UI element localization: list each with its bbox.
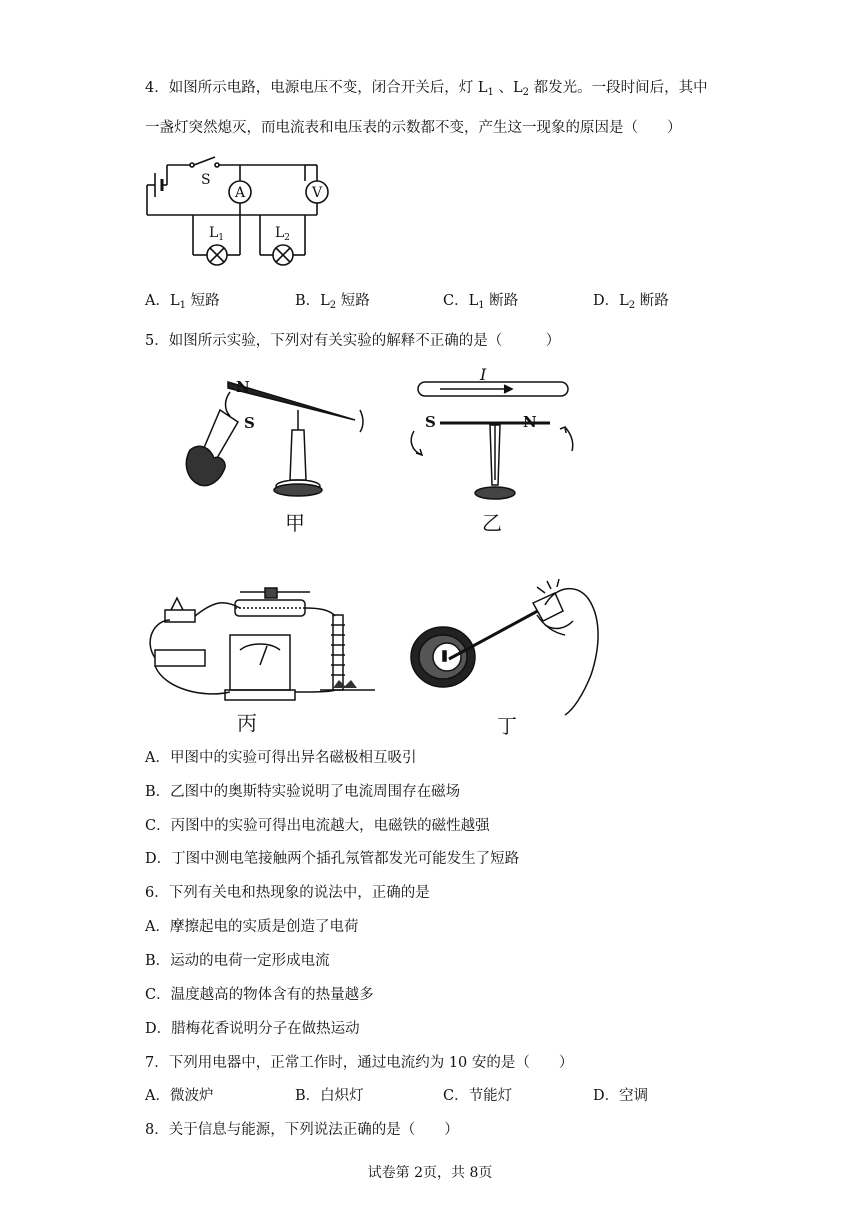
fig-yi-oersted: [400, 365, 590, 535]
q6-option-d[interactable]: D．腊梅花香说明分子在做热运动: [145, 1021, 360, 1037]
q5-option-c[interactable]: C．丙图中的实验可得出电流越大，电磁铁的磁性越强: [145, 818, 490, 834]
switch-label: S: [201, 172, 211, 188]
fig-yi-s-label: S: [425, 413, 436, 431]
fig-jia-s-label: S: [244, 414, 255, 432]
q6-option-c[interactable]: C．温度越高的物体含有的热量越多: [145, 987, 374, 1003]
fig-ding-caption: 丁: [497, 714, 517, 738]
fig-jia-caption: 甲: [285, 511, 305, 535]
ammeter-label: A: [235, 185, 246, 201]
q4-stem-line2: 一盏灯突然熄灭，而电流表和电压表的示数都不变，产生这一现象的原因是（ ）: [145, 120, 682, 136]
fig-bing-electromagnet: [145, 580, 375, 740]
q5-option-d[interactable]: D．丁图中测电笔接触两个插孔氖管都发光可能发生了短路: [145, 851, 520, 867]
voltmeter-label: V: [312, 185, 323, 201]
q4-stem-line1: 4．如图所示电路，电源电压不变，闭合开关后，灯 $L_1$ 、$L_2$ 都发光。一段时间后，其中: [145, 80, 708, 98]
lamp2-label: $L_2$: [275, 225, 291, 243]
q7-stem: 7．下列用电器中，正常工作时，通过电流约为 10 安的是（ ）: [145, 1055, 574, 1071]
q7-option-c[interactable]: C．节能灯: [443, 1088, 513, 1104]
q5-stem: 5．如图所示实验，下列对有关实验的解释不正确的是（ ）: [145, 333, 561, 349]
fig-ding-test-pen: [405, 585, 605, 745]
q4-circuit-diagram: [145, 155, 345, 275]
q4-option-d[interactable]: D．$L_2$ 断路: [593, 293, 669, 311]
q6-option-a[interactable]: A．摩擦起电的实质是创造了电荷: [145, 919, 359, 935]
fig-yi-caption: 乙: [482, 511, 502, 535]
fig-yi-n-label: N: [523, 413, 537, 431]
page-footer: 试卷第 2页，共 8页: [367, 1165, 493, 1181]
q6-stem: 6．下列有关电和热现象的说法中，正确的是: [145, 885, 430, 901]
q7-option-a[interactable]: A．微波炉: [145, 1088, 214, 1104]
q5-option-b[interactable]: B．乙图中的奥斯特实验说明了电流周围存在磁场: [145, 784, 461, 800]
q4-option-a[interactable]: A．$L_1$ 短路: [145, 293, 220, 311]
fig-bing-caption: 丙: [237, 711, 257, 735]
lamp1-label: $L_1$: [209, 225, 225, 243]
q4-option-b[interactable]: B．$L_2$ 短路: [295, 293, 370, 311]
q7-option-d[interactable]: D．空调: [593, 1088, 649, 1104]
fig-yi-current-label: I: [480, 365, 487, 384]
q7-option-b[interactable]: B．白炽灯: [295, 1088, 364, 1104]
q6-option-b[interactable]: B．运动的电荷一定形成电流: [145, 953, 330, 969]
fig-jia-n-label: N: [236, 378, 250, 396]
fig-jia-magnet-needle: [180, 370, 370, 535]
q8-stem: 8．关于信息与能源，下列说法正确的是（ ）: [145, 1122, 459, 1138]
q4-option-c[interactable]: C．$L_1$ 断路: [443, 293, 519, 311]
q5-option-a[interactable]: A．甲图中的实验可得出异名磁极相互吸引: [145, 750, 417, 766]
